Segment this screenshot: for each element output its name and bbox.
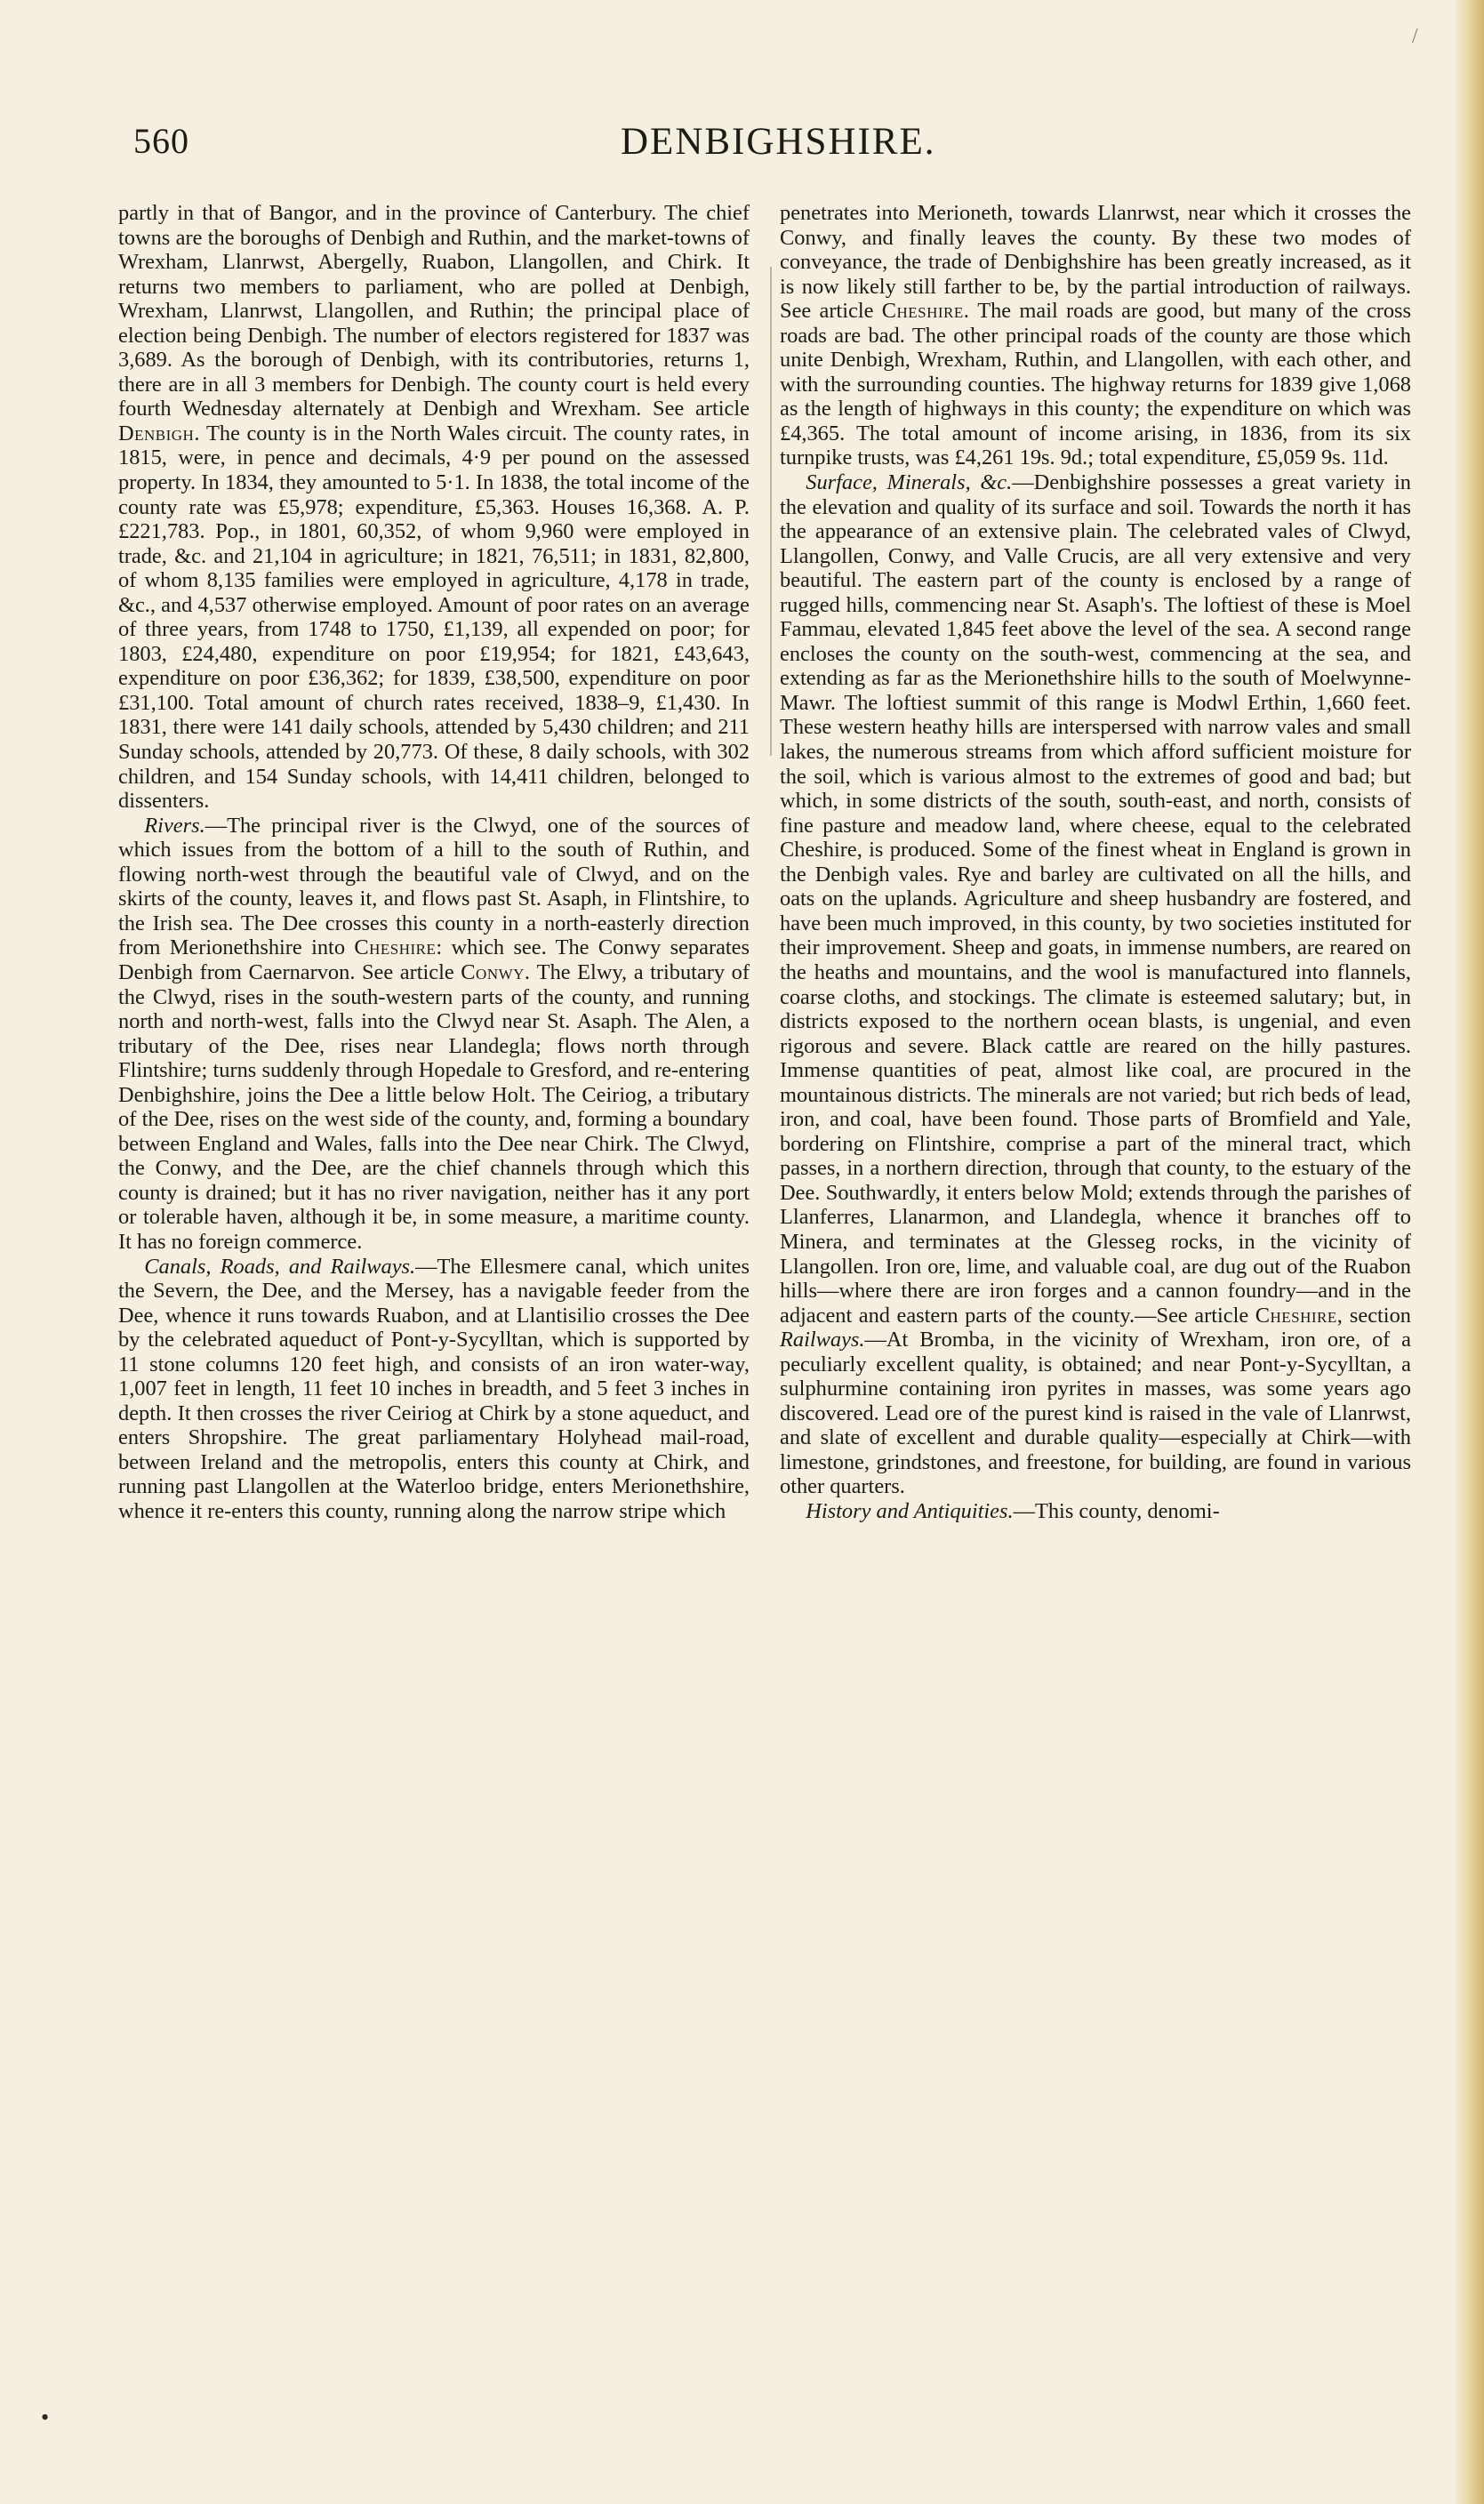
right-column xyxy=(780,201,1411,1524)
county-overview-paragraph xyxy=(118,201,750,814)
bottom-mark: • xyxy=(41,2404,50,2430)
canals-paragraph xyxy=(118,1255,750,1524)
cheshire-reference-3: Cheshire, xyxy=(1255,1303,1344,1328)
rivers-text-2: : which see. The Conwy separates Denbigh from Caernarvon. See article xyxy=(118,935,750,984)
roads-text-1: penetrates into Merioneth, towards Llanrwst, near which it crosses the Conwy, and finally leaves the county. By these two modes of conveyance, the trade of Denbighshire has been greatly increased, as it is now likely still farther to be, by the partial introduction of railways. See article xyxy=(780,201,1411,324)
history-heading: History and Antiquities. xyxy=(806,1498,1014,1523)
column-rule xyxy=(770,267,772,756)
page-number: 560 xyxy=(133,121,189,161)
history-text: —This county, denomi- xyxy=(1013,1498,1220,1523)
conwy-reference: Conwy. xyxy=(461,959,531,984)
surface-text-2: section xyxy=(1349,1303,1411,1328)
surface-text-3: —At Bromba, in the vicinity of Wrexham, iron ore, of a peculiarly excellent quality, is obtained; and near Pont-y-Sycylltan, a sulphurmine containing iron pyrites in masses, was some years ago discovered. Lead ore of the purest kind is raised in the vale of Llanrwst, and slate of excellent and durable quality—especially at Chirk—with limestone, grindstones, and freestone, for building, are found in various other quarters. xyxy=(780,1328,1411,1499)
surface-text-1: —Denbighshire possesses a great variety in the elevation and quality of its surface and soil. Towards the north it has the appearance of an extensive plain. The celebrated vales of Clwyd, Llangollen, Conwy, and Valle Crucis, are all very extensive and very beautiful. The eastern part of the county is enclosed by a range of rugged hills, commencing near St. Asaph's. The loftiest of these is Moel Fammau, elevated 1,845 feet above the level of the sea. A second range encloses the county on the south-west, commencing at the sea, and extending as far as the Merionethshire hills to the south of Moelwynne-Mawr. The loftiest summit of this range is Modwl Erthin, 1,660 feet. These western heathy hills are interspersed with narrow vales and small lakes, the numerous streams from which afford sufficient moisture for the soil, which is various almost to the extremes of good and bad; but which, in some districts of the south, south-east, and north, consists of fine pasture and meadow land, where cheese, equal to the celebrated Cheshire, is produced. Some of the finest wheat in England is grown in the Denbigh vales. Rye and barley are cultivated on all the hills, and oats on the uplands. Agriculture and sheep husbandry are fostered, and have been much improved, in this county, by two societies instituted for their improvement. Sheep and goats, in immense numbers, are reared on the heaths and mountains, and the wool is manufactured into flannels, coarse cloths, and stockings. The climate is esteemed salutary; but, in districts exposed to the northern ocean blasts, is ungenial, and even rigorous and severe. Black cattle are reared on the hilly pastures. Immense quantities of peat, almost like coal, are procured in the mountainous districts. The minerals are not varied; but rich beds of lead, iron, and coal, have been found. Those parts of Bromfield and Yale, bordering on Flintshire, comprise a part of the mineral tract, which passes, in a northern direction, through that county, to the estuary of the Dee. Southwardly, it enters below Mold; extends through the parishes of Llanferres, Llanarmon, and Llandegla, whence it branches off to Minera, and terminates at the Glesseg rocks, in the vicinity of Llangollen. Iron ore, lime, and valuable coal, are dug out of the Ruabon hills—where there are iron forges and a cannon foundry—and in the adjacent and eastern parts of the county.—See article xyxy=(780,470,1411,1328)
cheshire-reference-2: Cheshire. xyxy=(881,299,970,324)
running-head: DENBIGHSHIRE. xyxy=(621,121,936,163)
canals-text: —The Ellesmere canal, which unites the Severn, the Dee, and the Mersey, has a navigable feeder from the Dee, whence it runs towards Ruabon, and at Llantisilio crosses the Dee by the celebrated aqueduct of Pont-y-Sycylltan, which is supported by 11 stone columns 120 feet high, and consists of an iron water-way, 1,007 feet in length, 11 feet 10 inches in breadth, and 5 feet 3 inches in depth. It then crosses the river Ceiriog at Chirk by a stone aqueduct, and enters Shropshire. The great parliamentary Holyhead mail-road, between Ireland and the metropolis, enters this county at Chirk, and running past Llangollen at the Waterloo bridge, enters Merionethshire, whence it re-enters this county, running along the narrow stripe which xyxy=(118,1254,750,1523)
corner-mark: / xyxy=(1412,25,1418,48)
cheshire-reference: Cheshire xyxy=(354,935,437,960)
rivers-heading: Rivers. xyxy=(144,813,205,838)
surface-heading: Surface, Minerals, &c. xyxy=(806,470,1013,495)
rivers-text-3: The Elwy, a tributary of the Clwyd, rises in the south-western parts of the county, and running north and north-west, falls into the Clwyd near St. Asaph. The Alen, a tributary of the Dee, rises near Llandegla; flows north through Flintshire; turns suddenly through Hopedale to Gresford, and re-entering Denbighshire, joins the Dee a little below Holt. The Ceiriog, a tributary of the Dee, rises on the west side of the county, and, forming a boundary between England and Wales, falls into the Dee near Chirk. The Clwyd, the Conwy, and the Dee, are the chief channels through which this county is drained; but it has no river navigation, neither has it any port or tolerable haven, although it be, in some measure, a maritime county. It has no foreign commerce. xyxy=(118,959,750,1254)
overview-text: partly in that of Bangor, and in the province of Canterbury. The chief towns are the boroughs of Denbigh and Ruthin, and the market-towns of Wrexham, Llanrwst, Abergelly, Ruabon, Llangollen, and Chirk. It returns two members to parliament, who are polled at Denbigh, Wrexham, Llanrwst, Llangollen, and Ruthin; the principal place of election being Denbigh. The number of electors registered for 1837 was 3,689. As the borough of Denbigh, with its contributories, returns 1, there are in all 3 members for Denbigh. The county court is held every fourth Wednesday alternately at Denbigh and Wrexham. See article xyxy=(118,201,750,421)
canals-heading: Canals, Roads, and Railways. xyxy=(144,1254,416,1279)
page-edge xyxy=(1454,0,1484,2504)
rivers-paragraph xyxy=(118,814,750,1255)
overview-statistics: The county is in the North Wales circuit. The county rates, in 1815, were, in pence and decimals, 4·9 per pound on the assessed property. In 1834, they amounted to 5·1. In 1838, the total income of the county rate was £5,978; expenditure, £5,363. Houses 16,368. A. P. £221,783. Pop., in 1801, 60,352, of whom 9,960 were employed in trade, &c. and 21,104 in agriculture; in 1821, 76,511; in 1831, 82,800, of whom 8,135 families were employed in agriculture, 4,178 in trade, &c., and 4,537 otherwise employed. Amount of poor rates on an average of three years, from 1748 to 1750, £1,139, all expended on poor; for 1803, £24,480, expenditure on poor £19,954; for 1821, £43,643, expenditure on poor £36,362; for 1839, £38,500, expenditure on poor £31,100. Total amount of church rates received, 1838–9, £1,430. In 1831, there were 141 daily schools, attended by 5,430 children; and 211 Sunday schools, attended by 20,773. Of these, 8 daily schools, with 302 children, and 154 Sunday schools, with 14,411 children, belonged to dissenters. xyxy=(118,421,750,814)
page-header xyxy=(133,120,1396,173)
roads-continuation-paragraph xyxy=(780,201,1411,470)
roads-text-2: The mail roads are good, but many of the cross roads are bad. The other principal roads of the county are those which unite Denbigh, Wrexham, Ruthin, and Llangollen, with each other, and with the surrounding counties. The highway returns for 1839 give 1,068 as the length of highways in this county; the expenditure on which was £4,365. The total amount of income arising, in 1836, from its six turnpike trusts, was £4,261 19s. 9d.; total expenditure, £5,059 9s. 11d. xyxy=(780,299,1411,470)
history-paragraph xyxy=(780,1499,1411,1524)
surface-paragraph xyxy=(780,470,1411,1499)
denbigh-reference: Denbigh. xyxy=(118,421,200,445)
left-column xyxy=(118,201,750,1524)
rivers-text-1: —The principal river is the Clwyd, one of the sources of which issues from the bottom of a hill to the south of Ruthin, and flowing north-west through the beautiful vale of Clwyd, and on the skirts of the county, leaves it, and flows past St. Asaph, in Flintshire, to the Irish sea. The Dee crosses this county in a north-easterly direction from Merionethshire into xyxy=(118,813,750,960)
railways-reference: Railways. xyxy=(780,1328,865,1352)
